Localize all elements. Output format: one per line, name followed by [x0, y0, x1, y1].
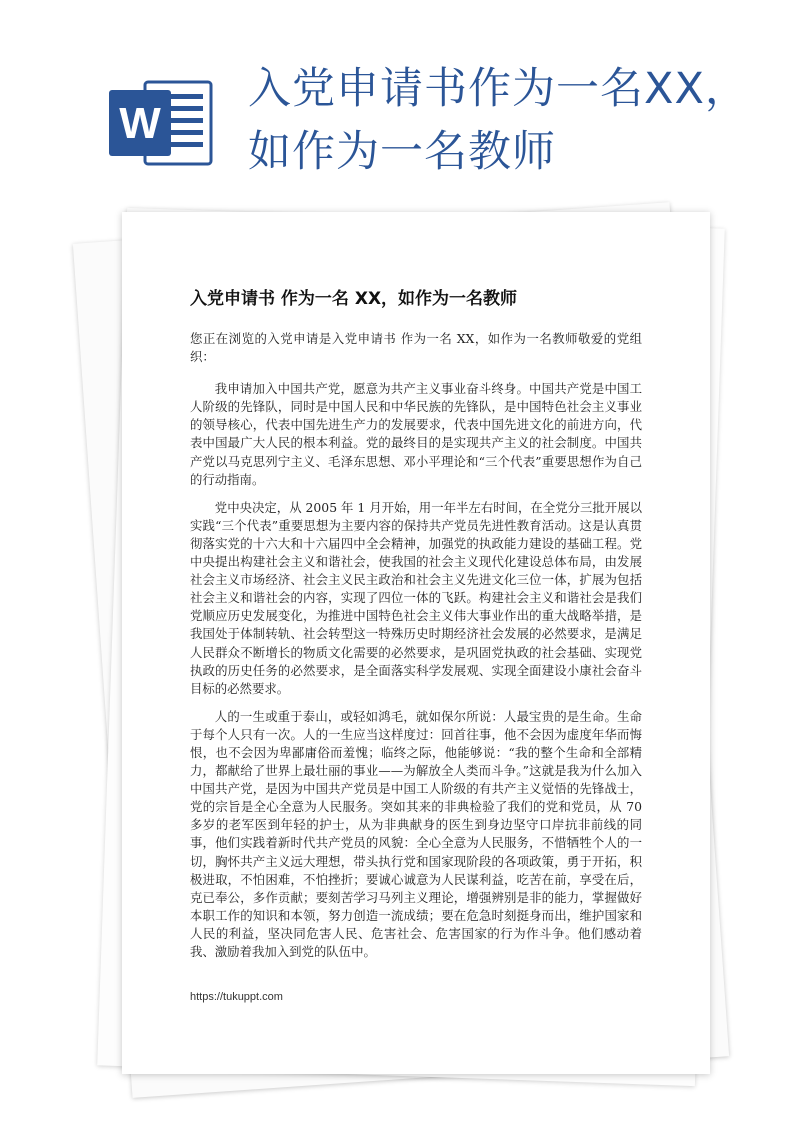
- document-page: [122, 212, 710, 1074]
- paragraph: 党中央决定，从 2005 年 1 月开始，用一年半左右时间，在全党分三批开展以实践“三个代表”重要思想为主要内容的保持共产党员先进性教育活动。这是认真贯彻落实党的十六大和十六届四中全会精神，加强党的执政能力建设的基础工程。党中央提出构建社会主义和谐社会，使我国的社会主义现代化建设总体布局，由发展社会主义市场经济、社会主义民主政治和社会主义先进文化三位一体，扩展为包括社会主义和谐社会的内容，实现了四位一体的飞跃。构建社会主义和谐社会是我们党顺应历史发展变化，为推进中国特色社会主义伟大事业作出的重大战略举措，是我国处于体制转轨、社会转型这一特殊历史时期经济社会发展的必然要求，是满足人民群众不断增长的物质文化需要的必然要求，是巩固党执政的社会基础、实现党执政的历史任务的必然要求，是全面落实科学发展观、实现全面建设小康社会奋斗目标的必然要求。: [190, 499, 642, 696]
- source-link[interactable]: https://tukuppt.com: [190, 991, 283, 1003]
- document-title: 入党申请书作为一名XX，如作为一名教师: [248, 64, 749, 177]
- paragraph: 我申请加入中国共产党，愿意为共产主义事业奋斗终身。中国共产党是中国工人阶级的先锋队，同时是中国人民和中华民族的先锋队，是中国特色社会主义事业的领导核心，代表中国先进生产力的发展要求，代表中国先进文化的前进方向，代表中国最广大人民的根本利益。党的最终目的是实现共产主义的社会制度。中国共产党以马克思列宁主义、毛泽东思想、邓小平理论和“三个代表”重要思想作为自己的行动指南。: [190, 381, 642, 487]
- paragraph-intro: 您正在浏览的入党申请是入党申请书 作为一名 XX，如作为一名教师敬爱的党组织：: [190, 331, 642, 365]
- word-logo-icon: [107, 72, 217, 172]
- banner: [0, 0, 800, 210]
- paragraph: 人的一生或重于泰山，或轻如鸿毛，就如保尔所说：人最宝贵的是生命。生命于每个人只有一次。人的一生应当这样度过：回首往事，他不会因为虚度年华而悔恨，也不会因为卑鄙庸俗而羞愧；临终之际，他能够说：“我的整个生命和全部精力，都献给了世界上最壮丽的事业——为解放全人类而斗争。”这就是我为什么加入中国共产党，是因为中国共产党员是中国工人阶级的有共产主义觉悟的先锋战士，党的宗旨是全心全意为人民服务。突如其来的非典检验了我们的党和党员，从 70 多岁的老军医到年轻的护士，从为非典献身的医生到身边坚守口岸抗非前线的同事，他们实践着新时代共产党员的风貌：全心全意为人民服务，不惜牺牲个人的一切，胸怀共产主义远大理想，带头执行党和国家现阶段的各项政策，勇于开拓，积极进取，不怕困难，不怕挫折；要诚心诚意为人民谋利益，吃苦在前，享受在后，克已奉公，多作贡献；要刻苦学习马列主义理论，增强辨别是非的能力，掌握做好本职工作的知识和本领，努力创造一流成绩；要在危急时刻挺身而出，维护国家和人民的利益，坚决同危害人民、危害社会、危害国家的行为作斗争。他们感动着我、激励着我加入到党的队伍中。: [190, 708, 642, 959]
- page-heading: 入党申请书 作为一名 XX，如作为一名教师: [190, 289, 518, 309]
- svg-text:W: W: [119, 99, 161, 148]
- document-body: [190, 330, 642, 971]
